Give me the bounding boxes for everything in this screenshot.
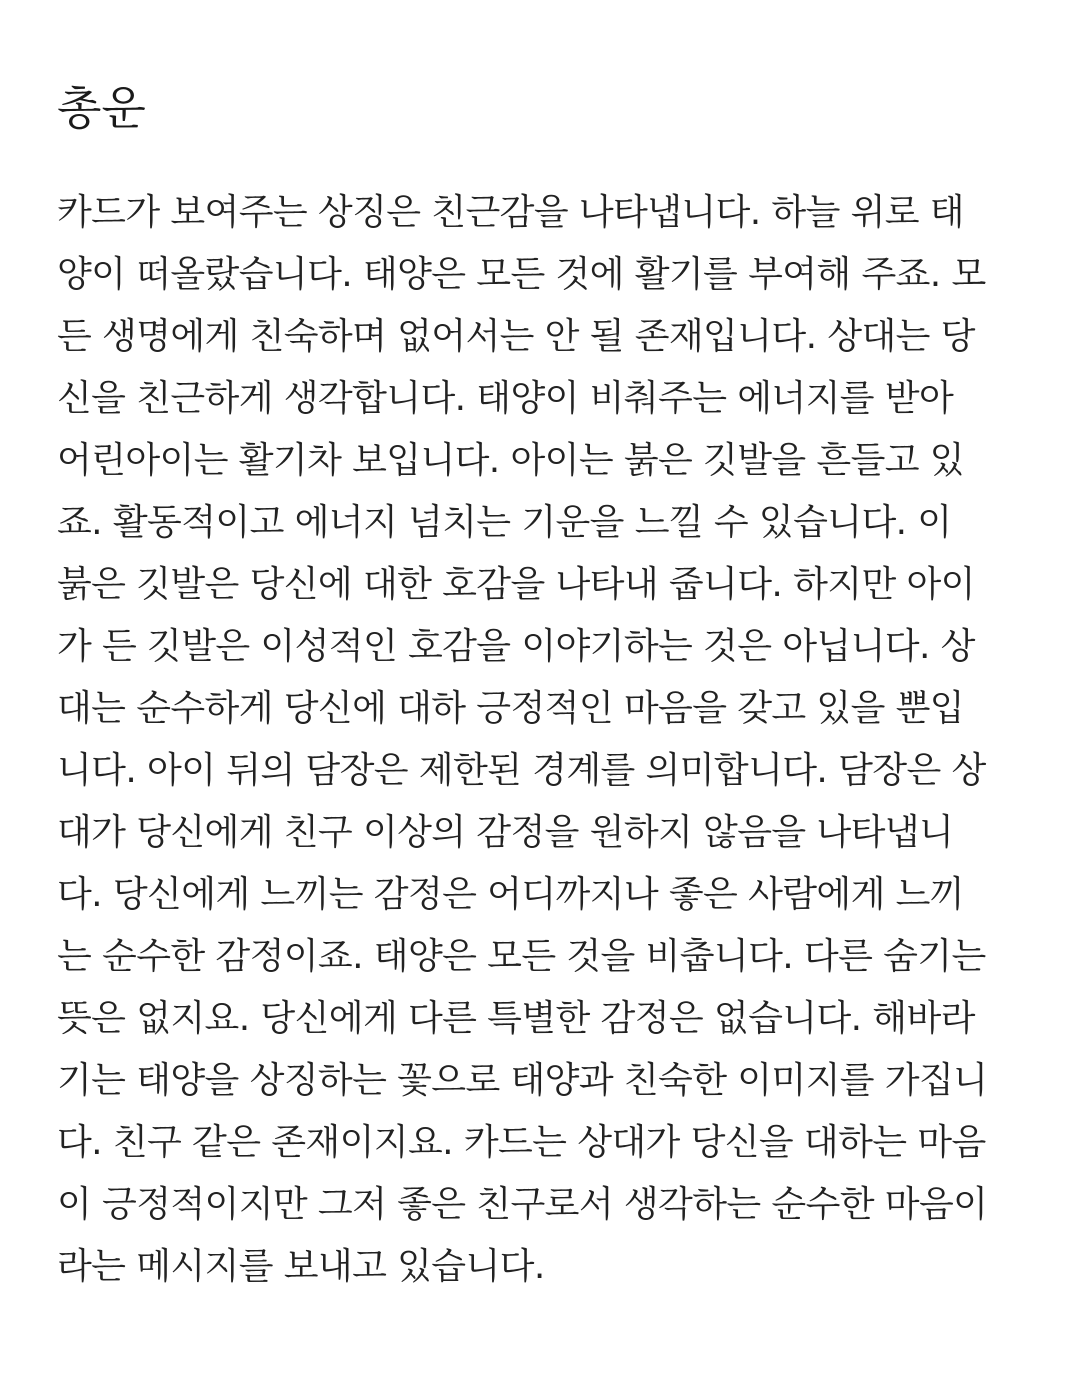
body-line: 대는 순수하게 당신에 대하 긍정적인 마음을 갖고 있을 뿐입 <box>57 688 964 729</box>
body-line: 뜻은 없지요. 당신에게 다른 특별한 감정은 없습니다. 해바라 <box>57 998 975 1039</box>
body-line: 다. 친구 같은 존재이지요. 카드는 상대가 당신을 대하는 마음 <box>57 1122 986 1163</box>
body-line: 든 생명에게 친숙하며 없어서는 안 될 존재입니다. 상대는 당 <box>57 316 975 357</box>
body-line: 신을 친근하게 생각합니다. 태양이 비춰주는 에너지를 받아 <box>57 378 954 419</box>
article <box>57 78 1023 1298</box>
body-line: 기는 태양을 상징하는 꽃으로 태양과 친숙한 이미지를 가집니 <box>57 1060 988 1101</box>
body-line: 카드가 보여주는 상징은 친근감을 나타냅니다. 하늘 위로 태 <box>57 192 964 233</box>
body-line: 라는 메시지를 보내고 있습니다. <box>57 1246 545 1287</box>
body-line: 어린아이는 활기차 보입니다. 아이는 붉은 깃발을 흔들고 있 <box>57 440 964 481</box>
body-line: 다. 당신에게 느끼는 감정은 어디까지나 좋은 사람에게 느끼 <box>57 874 964 915</box>
body-line: 대가 당신에게 친구 이상의 감정을 원하지 않음을 나타냅니 <box>57 812 954 853</box>
body-line: 붉은 깃발은 당신에 대한 호감을 나타내 줍니다. 하지만 아이 <box>57 564 975 605</box>
page-title: 총운 <box>57 81 146 135</box>
body-line: 양이 떠올랐습니다. 태양은 모든 것에 활기를 부여해 주죠. 모 <box>57 254 986 295</box>
body-line: 는 순수한 감정이죠. 태양은 모든 것을 비춥니다. 다른 숨기는 <box>57 936 986 977</box>
body-line: 죠. 활동적이고 에너지 넘치는 기운을 느낄 수 있습니다. 이 <box>57 502 952 543</box>
body-paragraph <box>57 182 1023 1298</box>
body-line: 가 든 깃발은 이성적인 호감을 이야기하는 것은 아닙니다. 상 <box>57 626 975 667</box>
body-line: 니다. 아이 뒤의 담장은 제한된 경계를 의미합니다. 담장은 상 <box>57 750 986 791</box>
body-line: 이 긍정적이지만 그저 좋은 친구로서 생각하는 순수한 마음이 <box>57 1184 988 1225</box>
